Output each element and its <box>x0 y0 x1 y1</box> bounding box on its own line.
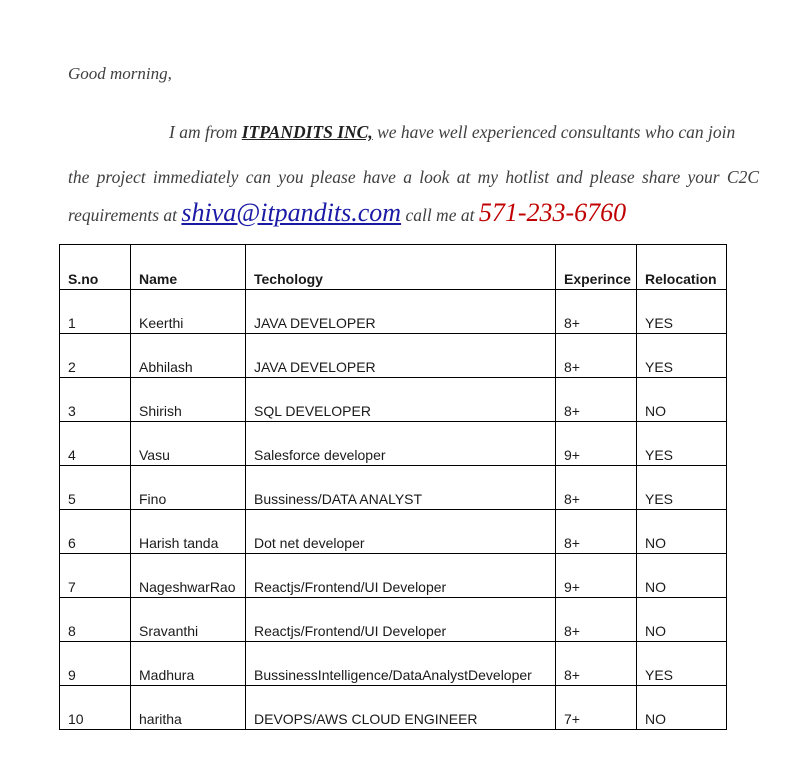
cell-technology: Reactjs/Frontend/UI Developer <box>246 598 556 642</box>
cell-technology: Dot net developer <box>246 510 556 554</box>
cell-relocation: YES <box>637 422 727 466</box>
requirements-text: requirements at <box>68 205 182 225</box>
cell-relocation: YES <box>637 642 727 686</box>
table-row <box>60 510 727 554</box>
cell-name: Madhura <box>131 642 246 686</box>
email-link[interactable]: shiva@itpandits.com <box>181 198 402 227</box>
cell-sno: 5 <box>60 466 131 510</box>
table-row <box>60 334 727 378</box>
cell-relocation: NO <box>637 554 727 598</box>
cell-sno: 8 <box>60 598 131 642</box>
intro-suffix: we have well experienced consultants who can join <box>372 122 736 142</box>
table-row <box>60 466 727 510</box>
table-row <box>60 378 727 422</box>
call-text: call me at <box>401 205 479 225</box>
cell-technology: Reactjs/Frontend/UI Developer <box>246 554 556 598</box>
header-experience: Experince <box>556 245 637 290</box>
cell-name: Vasu <box>131 422 246 466</box>
cell-sno: 9 <box>60 642 131 686</box>
cell-technology: DEVOPS/AWS CLOUD ENGINEER <box>246 686 556 730</box>
intro-line <box>169 122 735 143</box>
cell-relocation: NO <box>637 686 727 730</box>
cell-experience: 9+ <box>556 554 637 598</box>
table-header-row <box>60 245 727 290</box>
cell-relocation: NO <box>637 378 727 422</box>
cell-sno: 1 <box>60 290 131 334</box>
cell-experience: 7+ <box>556 686 637 730</box>
cell-technology: BussinessIntelligence/DataAnalystDeveloper <box>246 642 556 686</box>
cell-relocation: YES <box>637 334 727 378</box>
table-row <box>60 554 727 598</box>
cell-name: Shirish <box>131 378 246 422</box>
cell-name: Keerthi <box>131 290 246 334</box>
header-relocation: Relocation <box>637 245 727 290</box>
cell-experience: 8+ <box>556 642 637 686</box>
header-sno: S.no <box>60 245 131 290</box>
table-row <box>60 290 727 334</box>
cell-relocation: YES <box>637 466 727 510</box>
cell-experience: 8+ <box>556 378 637 422</box>
cell-relocation: NO <box>637 598 727 642</box>
phone-number: 571-233-6760 <box>478 198 627 227</box>
hotlist-table <box>59 244 727 730</box>
cell-sno: 4 <box>60 422 131 466</box>
table-row <box>60 598 727 642</box>
header-name: Name <box>131 245 246 290</box>
table-row <box>60 686 727 730</box>
cell-experience: 8+ <box>556 290 637 334</box>
cell-sno: 3 <box>60 378 131 422</box>
contact-line <box>68 198 626 228</box>
cell-name: Harish tanda <box>131 510 246 554</box>
company-name: ITPANDITS INC, <box>241 122 373 142</box>
cell-name: Sravanthi <box>131 598 246 642</box>
intro-prefix: I am from <box>169 122 242 142</box>
cell-relocation: NO <box>637 510 727 554</box>
cell-technology: Salesforce developer <box>246 422 556 466</box>
header-technology: Techology <box>246 245 556 290</box>
cell-name: Abhilash <box>131 334 246 378</box>
greeting: Good morning, <box>68 64 172 83</box>
cell-experience: 8+ <box>556 598 637 642</box>
cell-technology: SQL DEVELOPER <box>246 378 556 422</box>
cell-technology: JAVA DEVELOPER <box>246 334 556 378</box>
cell-relocation: YES <box>637 290 727 334</box>
cell-experience: 9+ <box>556 422 637 466</box>
cell-experience: 8+ <box>556 466 637 510</box>
cell-technology: Bussiness/DATA ANALYST <box>246 466 556 510</box>
cell-sno: 10 <box>60 686 131 730</box>
cell-name: haritha <box>131 686 246 730</box>
table-row <box>60 642 727 686</box>
cell-experience: 8+ <box>556 334 637 378</box>
table-row <box>60 422 727 466</box>
cell-name: Fino <box>131 466 246 510</box>
body-line-2: the project immediately can you please have a look at my hotlist and please share your C2C <box>68 167 759 187</box>
cell-sno: 6 <box>60 510 131 554</box>
cell-sno: 2 <box>60 334 131 378</box>
cell-sno: 7 <box>60 554 131 598</box>
cell-experience: 8+ <box>556 510 637 554</box>
cell-technology: JAVA DEVELOPER <box>246 290 556 334</box>
cell-name: NageshwarRao <box>131 554 246 598</box>
